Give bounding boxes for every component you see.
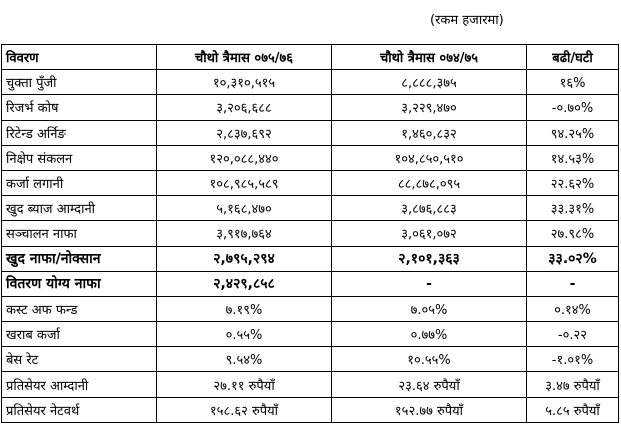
value-change: १६% <box>527 70 619 95</box>
table-row <box>2 296 619 321</box>
value-q4-075-76: २,८३७,६९२ <box>157 120 332 145</box>
value-q4-075-76: ५,१६८,४७० <box>157 196 332 221</box>
value-q4-074-75: ३,०६१,०७२ <box>332 221 527 246</box>
value-q4-075-76: १०८,९८५,५८९ <box>157 170 332 195</box>
value-change: २२.६२% <box>527 170 619 195</box>
table-row <box>2 372 619 397</box>
financial-summary-table <box>1 44 619 423</box>
row-label: प्रतिसेयर नेटवर्थ <box>2 397 157 422</box>
row-label: खराब कर्जा <box>2 322 157 347</box>
value-q4-074-75: २३.६४ रुपैयाँ <box>332 372 527 397</box>
value-q4-075-76: ९.५४% <box>157 347 332 372</box>
table-row <box>2 170 619 195</box>
value-q4-075-76: २७.११ रुपैयाँ <box>157 372 332 397</box>
value-q4-074-75: १०४,८५०,५१० <box>332 145 527 170</box>
value-q4-075-76: १५८.६२ रुपैयाँ <box>157 397 332 422</box>
value-q4-075-76: ३,२०६,६८८ <box>157 95 332 120</box>
value-q4-075-76: ३,९१७,७६४ <box>157 221 332 246</box>
value-q4-074-75: - <box>332 271 527 296</box>
table-row <box>2 95 619 120</box>
amount-unit-note: (रकम हजारमा) <box>430 13 504 28</box>
value-q4-074-75: ३,२२९,४७० <box>332 95 527 120</box>
value-q4-075-76: २,७९५,२९४ <box>157 246 332 271</box>
row-label: खुद नाफा/नोक्सान <box>2 246 157 271</box>
table-body <box>2 70 619 423</box>
value-q4-074-75: ७.०५% <box>332 296 527 321</box>
table-row <box>2 347 619 372</box>
value-q4-074-75: ८,८८८,३७५ <box>332 70 527 95</box>
value-change: २७.९८% <box>527 221 619 246</box>
table-row <box>2 70 619 95</box>
table-row <box>2 322 619 347</box>
value-q4-074-75: १०.५५% <box>332 347 527 372</box>
header-change: बढी/घटी <box>527 45 619 70</box>
value-q4-074-75: १,४६०,८३२ <box>332 120 527 145</box>
value-q4-075-76: २,४२९,८५८ <box>157 271 332 296</box>
row-label: कर्जा लगानी <box>2 170 157 195</box>
value-q4-074-75: ०.७७% <box>332 322 527 347</box>
header-q4-075-76: चौथो त्रैमास ०७५/७६ <box>157 45 332 70</box>
value-change: ९४.२५% <box>527 120 619 145</box>
row-label: कस्ट अफ फन्ड <box>2 296 157 321</box>
value-q4-074-75: ८८,८७८,०९५ <box>332 170 527 195</box>
table-row <box>2 271 619 296</box>
row-label: रिटेन्ड अर्निङ <box>2 120 157 145</box>
header-q4-074-75: चौथो त्रैमास ०७४/७५ <box>332 45 527 70</box>
header-particulars: विवरण <box>2 45 157 70</box>
row-label: प्रतिसेयर आम्दानी <box>2 372 157 397</box>
row-label: चुक्ता पुँजी <box>2 70 157 95</box>
row-label: सञ्चालन नाफा <box>2 221 157 246</box>
value-change: -०.७०% <box>527 95 619 120</box>
table-row <box>2 246 619 271</box>
value-q4-075-76: १०,३१०,५१५ <box>157 70 332 95</box>
table-row <box>2 120 619 145</box>
value-change: ०.१४% <box>527 296 619 321</box>
value-change: - <box>527 271 619 296</box>
value-change: -०.२२ <box>527 322 619 347</box>
value-q4-074-75: २,१०१,३६३ <box>332 246 527 271</box>
table-row <box>2 397 619 422</box>
value-q4-075-76: ७.१९% <box>157 296 332 321</box>
row-label: वितरण योग्य नाफा <box>2 271 157 296</box>
row-label: खुद ब्याज आम्दानी <box>2 196 157 221</box>
value-change: १४.५३% <box>527 145 619 170</box>
table-header-row <box>2 45 619 70</box>
row-label: निक्षेप संकलन <box>2 145 157 170</box>
table-row <box>2 145 619 170</box>
value-q4-074-75: ३,८७६,८८३ <box>332 196 527 221</box>
value-q4-075-76: १२०,०८८,४४० <box>157 145 332 170</box>
row-label: बेस रेट <box>2 347 157 372</box>
value-q4-075-76: ०.५५% <box>157 322 332 347</box>
value-q4-074-75: १५२.७७ रुपैयाँ <box>332 397 527 422</box>
value-change: ५.८५ रुपैयाँ <box>527 397 619 422</box>
row-label: रिजर्भ कोष <box>2 95 157 120</box>
table-row <box>2 221 619 246</box>
value-change: ३३.०२% <box>527 246 619 271</box>
value-change: ३.४७ रुपैयाँ <box>527 372 619 397</box>
table-row <box>2 196 619 221</box>
value-change: -१.०१% <box>527 347 619 372</box>
value-change: ३३.३१% <box>527 196 619 221</box>
